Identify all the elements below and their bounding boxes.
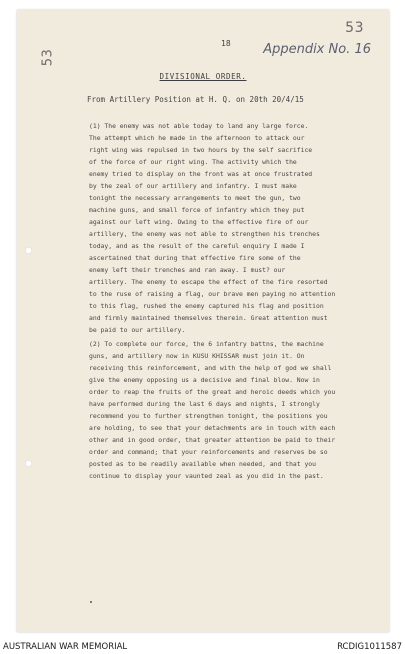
order-body (89, 120, 389, 482)
text-line: have performed during the last 6 days and nights, I strongly (89, 400, 320, 408)
text-line: receiving this reinforcement, and with the help of god we shall (89, 364, 332, 372)
text-line: today, and as the result of the careful enquiry I made I (89, 242, 305, 250)
archive-stamp-number: 53 (345, 20, 364, 36)
text-line: give the enemy opposing us a decisive and final blow. Now in (89, 376, 320, 384)
footer-reference: RCDIG1011587 (337, 642, 402, 652)
paragraph-1 (89, 120, 389, 336)
document-heading: DIVISIONAL ORDER. (159, 72, 247, 81)
text-line: right wing was repulsed in two hours by the self sacrifice (89, 146, 313, 154)
text-line: guns, and artillery now in KUSU KHISSAR must join it. On (89, 352, 305, 360)
origin-line: From Artillery Position at H. Q. on 20th 20/4/15 (87, 95, 304, 104)
text-line: order to reap the fruits of the great and heroic deeds which you (89, 388, 336, 396)
text-line: (2) To complete our force, the 6 infantry battns, the machine (89, 340, 324, 348)
text-line: continue to display your vaunted zeal as you did in the past. (89, 472, 324, 480)
document-page (17, 10, 389, 632)
text-line: artillery, the enemy was not able to strengthen his trenches (89, 230, 320, 238)
text-line: to this flag, rushed the enemy captured his flag and position (89, 302, 324, 310)
text-line: (1) The enemy was not able today to land any large force. (89, 122, 309, 130)
text-line: machine guns, and small force of infantry which they put (89, 206, 305, 214)
page-number: 18 (221, 39, 231, 48)
footer-source: AUSTRALIAN WAR MEMORIAL (3, 642, 128, 652)
text-line: of the force of our right wing. The activity which the (89, 158, 297, 166)
paragraph-2 (89, 338, 389, 482)
punch-hole (25, 247, 32, 254)
ink-mark (90, 601, 92, 603)
text-line: order and command; that your reinforcements and reserves be so (89, 448, 328, 456)
text-line: artillery. The enemy to escape the effect of the fire resorted (89, 278, 328, 286)
text-line: by the zeal of our artillery and infantry. I must make (89, 182, 297, 190)
footer-bar (0, 642, 405, 654)
text-line: enemy left their trenches and ran away. I must? our (89, 266, 286, 274)
punch-hole (25, 460, 32, 467)
text-line: and firmly maintained themselves therein. Great attention must (89, 314, 328, 322)
text-line: to the ruse of raising a flag, our brave men paying no attention (89, 290, 336, 298)
text-line: are holding, to see that your detachments are in touch with each (89, 424, 336, 432)
text-line: enemy tried to display on the front was at once frustrated (89, 170, 313, 178)
text-line: other and in good order, that greater attention be paid to their (89, 436, 336, 444)
text-line: tonight the necessary arrangements to meet the gun, two (89, 194, 301, 202)
text-line: be paid to our artillery. (89, 326, 186, 334)
text-line: against our left wing. Owing to the effective fire of our (89, 218, 309, 226)
text-line: posted as to be readily available when needed, and that you (89, 460, 317, 468)
text-line: ascertained that during that effective fire some of the (89, 254, 301, 262)
text-line: recommend you to further strengthen tonight, the positions you (89, 412, 328, 420)
text-line: The attempt which he made in the afternoon to attack our (89, 134, 305, 142)
appendix-annotation: Appendix No. 16 (263, 42, 371, 57)
archive-stamp-side: 53 (40, 48, 56, 67)
